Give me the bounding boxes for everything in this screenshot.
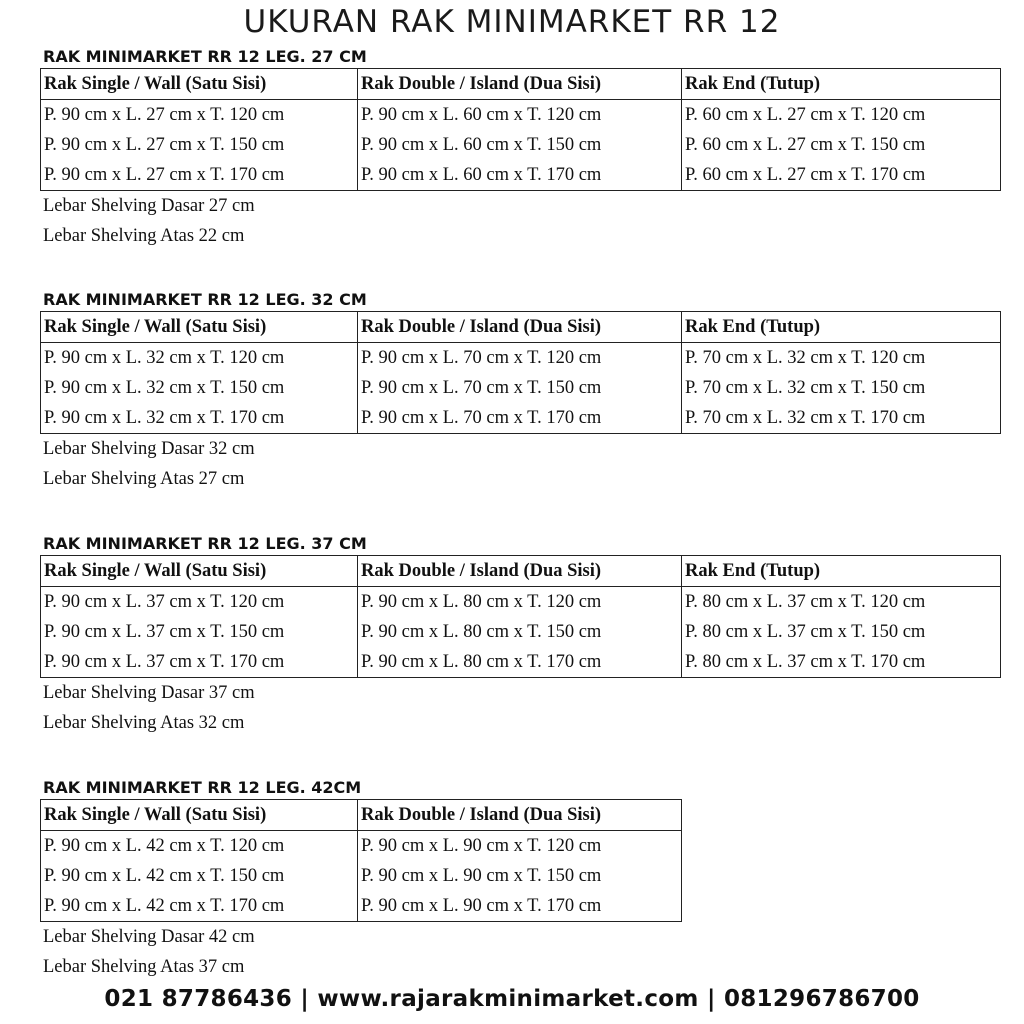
- table-cell: P. 90 cm x L. 37 cm x T. 120 cm: [41, 587, 358, 618]
- table-row: [41, 373, 1001, 403]
- table-cell: P. 60 cm x L. 27 cm x T. 170 cm: [682, 160, 1001, 191]
- table-cell: P. 80 cm x L. 37 cm x T. 120 cm: [682, 587, 1001, 618]
- contact-footer: 021 87786436 | www.rajarakminimarket.com | 081296786700: [104, 986, 920, 1012]
- section-leg-32: [40, 289, 1001, 494]
- header-double: Rak Double / Island (Dua Sisi): [358, 800, 682, 831]
- size-table: [40, 555, 1001, 678]
- header-single: Rak Single / Wall (Satu Sisi): [41, 312, 358, 343]
- size-table: [40, 311, 1001, 434]
- table-cell: P. 90 cm x L. 90 cm x T. 120 cm: [358, 831, 682, 862]
- table-cell: P. 90 cm x L. 37 cm x T. 150 cm: [41, 617, 358, 647]
- table-cell: P. 90 cm x L. 27 cm x T. 120 cm: [41, 100, 358, 131]
- table-cell: P. 80 cm x L. 37 cm x T. 150 cm: [682, 617, 1001, 647]
- section-title: RAK MINIMARKET RR 12 LEG. 42CM: [43, 778, 362, 797]
- table-cell: P. 90 cm x L. 42 cm x T. 150 cm: [41, 861, 358, 891]
- table-row: [41, 587, 1001, 618]
- header-end: Rak End (Tutup): [682, 312, 1001, 343]
- table-cell: P. 70 cm x L. 32 cm x T. 150 cm: [682, 373, 1001, 403]
- table-cell: P. 90 cm x L. 70 cm x T. 120 cm: [358, 343, 682, 374]
- header-single: Rak Single / Wall (Satu Sisi): [41, 69, 358, 100]
- note-shelving-base: Lebar Shelving Dasar 37 cm: [43, 683, 255, 703]
- table-row: [41, 831, 682, 862]
- table-cell: P. 90 cm x L. 90 cm x T. 150 cm: [358, 861, 682, 891]
- section-title: RAK MINIMARKET RR 12 LEG. 27 CM: [43, 47, 367, 66]
- size-table: [40, 799, 682, 922]
- table-cell: P. 60 cm x L. 27 cm x T. 120 cm: [682, 100, 1001, 131]
- table-row: [41, 130, 1001, 160]
- table-header-row: [41, 556, 1001, 587]
- table-header-row: [41, 800, 682, 831]
- table-header-row: [41, 312, 1001, 343]
- section-leg-42: [40, 777, 682, 982]
- header-double: Rak Double / Island (Dua Sisi): [358, 312, 682, 343]
- note-shelving-top: Lebar Shelving Atas 27 cm: [43, 469, 245, 489]
- section-title: RAK MINIMARKET RR 12 LEG. 37 CM: [43, 534, 367, 553]
- table-row: [41, 617, 1001, 647]
- table-cell: P. 70 cm x L. 32 cm x T. 170 cm: [682, 403, 1001, 434]
- table-cell: P. 90 cm x L. 42 cm x T. 170 cm: [41, 891, 358, 922]
- header-end: Rak End (Tutup): [682, 556, 1001, 587]
- table-cell: P. 90 cm x L. 37 cm x T. 170 cm: [41, 647, 358, 678]
- note-shelving-base: Lebar Shelving Dasar 42 cm: [43, 927, 255, 947]
- size-table: [40, 68, 1001, 191]
- header-double: Rak Double / Island (Dua Sisi): [358, 69, 682, 100]
- table-cell: P. 90 cm x L. 60 cm x T. 150 cm: [358, 130, 682, 160]
- header-single: Rak Single / Wall (Satu Sisi): [41, 556, 358, 587]
- table-cell: P. 90 cm x L. 60 cm x T. 170 cm: [358, 160, 682, 191]
- table-cell: P. 60 cm x L. 27 cm x T. 150 cm: [682, 130, 1001, 160]
- table-row: [41, 100, 1001, 131]
- table-cell: P. 90 cm x L. 80 cm x T. 150 cm: [358, 617, 682, 647]
- table-cell: P. 90 cm x L. 27 cm x T. 150 cm: [41, 130, 358, 160]
- table-cell: P. 70 cm x L. 32 cm x T. 120 cm: [682, 343, 1001, 374]
- section-leg-27: [40, 46, 1001, 251]
- table-cell: P. 90 cm x L. 80 cm x T. 170 cm: [358, 647, 682, 678]
- header-end: Rak End (Tutup): [682, 69, 1001, 100]
- section-leg-37: [40, 533, 1001, 738]
- table-cell: P. 90 cm x L. 90 cm x T. 170 cm: [358, 891, 682, 922]
- table-cell: P. 90 cm x L. 70 cm x T. 170 cm: [358, 403, 682, 434]
- header-single: Rak Single / Wall (Satu Sisi): [41, 800, 358, 831]
- table-header-row: [41, 69, 1001, 100]
- table-row: [41, 647, 1001, 678]
- table-cell: P. 90 cm x L. 32 cm x T. 170 cm: [41, 403, 358, 434]
- table-cell: P. 90 cm x L. 60 cm x T. 120 cm: [358, 100, 682, 131]
- table-row: [41, 403, 1001, 434]
- header-double: Rak Double / Island (Dua Sisi): [358, 556, 682, 587]
- table-row: [41, 160, 1001, 191]
- table-row: [41, 861, 682, 891]
- note-shelving-top: Lebar Shelving Atas 32 cm: [43, 713, 245, 733]
- table-cell: P. 90 cm x L. 42 cm x T. 120 cm: [41, 831, 358, 862]
- table-cell: P. 90 cm x L. 80 cm x T. 120 cm: [358, 587, 682, 618]
- table-cell: P. 80 cm x L. 37 cm x T. 170 cm: [682, 647, 1001, 678]
- note-shelving-top: Lebar Shelving Atas 22 cm: [43, 226, 245, 246]
- table-row: [41, 891, 682, 922]
- table-cell: P. 90 cm x L. 27 cm x T. 170 cm: [41, 160, 358, 191]
- table-cell: P. 90 cm x L. 32 cm x T. 150 cm: [41, 373, 358, 403]
- table-row: [41, 343, 1001, 374]
- note-shelving-top: Lebar Shelving Atas 37 cm: [43, 957, 245, 977]
- table-cell: P. 90 cm x L. 32 cm x T. 120 cm: [41, 343, 358, 374]
- table-cell: P. 90 cm x L. 70 cm x T. 150 cm: [358, 373, 682, 403]
- note-shelving-base: Lebar Shelving Dasar 27 cm: [43, 196, 255, 216]
- section-title: RAK MINIMARKET RR 12 LEG. 32 CM: [43, 290, 367, 309]
- note-shelving-base: Lebar Shelving Dasar 32 cm: [43, 439, 255, 459]
- page-title: UKURAN RAK MINIMARKET RR 12: [243, 4, 781, 40]
